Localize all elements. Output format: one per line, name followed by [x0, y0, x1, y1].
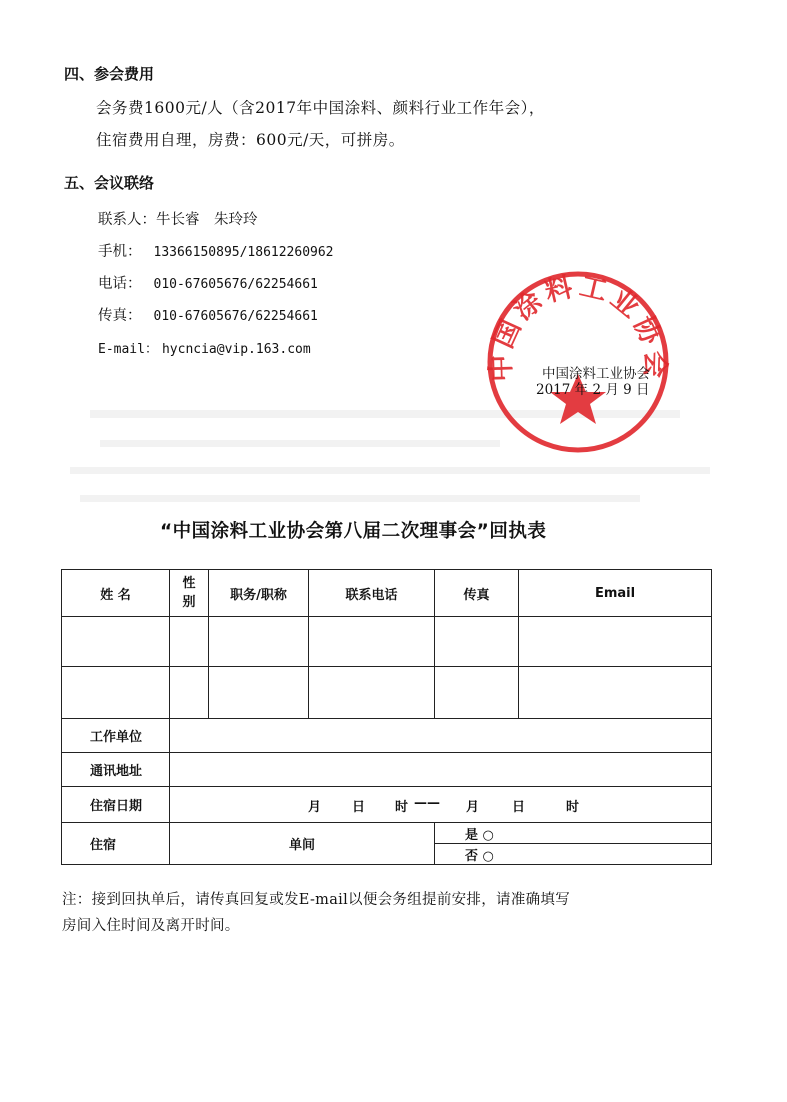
label-single-room: 单间	[170, 823, 435, 865]
header-email: Email	[519, 570, 712, 617]
field-work-unit[interactable]	[170, 719, 712, 753]
mobile-row	[98, 240, 334, 261]
cell-fax-1[interactable]	[435, 617, 519, 667]
contact-person-names: 牛长睿 朱玲玲	[156, 212, 258, 228]
cell-phone-2[interactable]	[309, 667, 435, 719]
mobile-value: 13366150895/18612260962	[153, 245, 334, 260]
section-4-heading: 四、参会费用	[64, 65, 155, 83]
date-month-1: 月	[308, 799, 322, 815]
contact-person-label: 联系人：	[98, 212, 156, 228]
cell-gender-2[interactable]	[170, 667, 209, 719]
email-value: hycncia@vip.163.com	[161, 342, 311, 357]
cell-name-2[interactable]	[62, 667, 170, 719]
header-gender-line2: 别	[182, 595, 196, 610]
registration-form-table	[61, 569, 712, 865]
seal-organization: 中国涂料工业协会	[542, 366, 650, 382]
seal-date: 2017 年 2 月 9 日	[536, 382, 650, 398]
date-hour-1: 时	[395, 799, 409, 815]
cell-position-1[interactable]	[209, 617, 309, 667]
cell-gender-1[interactable]	[170, 617, 209, 667]
note-line-1: 注：接到回执单后，请传真回复或发E-mail以便会务组提前安排，请准确填写	[62, 892, 571, 908]
option-yes[interactable]: 是 ○	[435, 823, 712, 844]
note-line-2: 房间入住时间及离开时间。	[62, 918, 240, 934]
cell-email-2[interactable]	[519, 667, 712, 719]
fax-label: 传真：	[98, 308, 142, 324]
header-phone: 联系电话	[309, 570, 435, 617]
email-label: E-mail：	[98, 342, 158, 357]
cell-name-1[interactable]	[62, 617, 170, 667]
seal-ring-text: 中国涂料工业协会	[485, 270, 671, 383]
fax-value: 010-67605676/62254661	[153, 309, 318, 324]
contact-person-row	[98, 208, 258, 229]
section-4-room-line: 住宿费用自理，房费：600元/天，可拼房。	[96, 131, 405, 149]
cell-phone-1[interactable]	[309, 617, 435, 667]
section-4-fee-line: 会务费1600元/人（含2017年中国涂料、颜料行业工作年会），	[96, 99, 545, 117]
date-dash: ——	[414, 795, 440, 811]
option-no[interactable]: 否 ○	[435, 844, 712, 865]
label-work-unit: 工作单位	[62, 719, 170, 753]
label-address: 通讯地址	[62, 753, 170, 787]
cell-position-2[interactable]	[209, 667, 309, 719]
cell-email-1[interactable]	[519, 617, 712, 667]
email-row	[98, 338, 311, 357]
phone-row	[98, 272, 318, 293]
header-gender-line1: 性	[182, 576, 196, 591]
form-title: “中国涂料工业协会第八届二次理事会”回执表	[160, 521, 547, 542]
header-fax: 传真	[435, 570, 519, 617]
header-name: 姓 名	[62, 570, 170, 617]
header-gender	[170, 570, 209, 617]
phone-label: 电话：	[98, 276, 142, 292]
date-hour-2: 时	[566, 799, 580, 815]
mobile-label: 手机：	[98, 244, 142, 260]
section-5-heading: 五、会议联络	[64, 174, 155, 192]
cell-fax-2[interactable]	[435, 667, 519, 719]
phone-value: 010-67605676/62254661	[153, 277, 318, 292]
date-day-1: 日	[352, 799, 366, 815]
stay-date-fields	[170, 796, 711, 814]
field-address[interactable]	[170, 753, 712, 787]
header-position: 职务/职称	[209, 570, 309, 617]
date-month-2: 月	[466, 799, 480, 815]
field-stay-date[interactable]	[170, 787, 712, 823]
date-day-2: 日	[512, 799, 526, 815]
label-accommodation: 住宿	[62, 823, 170, 865]
label-stay-date: 住宿日期	[62, 787, 170, 823]
fax-row	[98, 304, 318, 325]
